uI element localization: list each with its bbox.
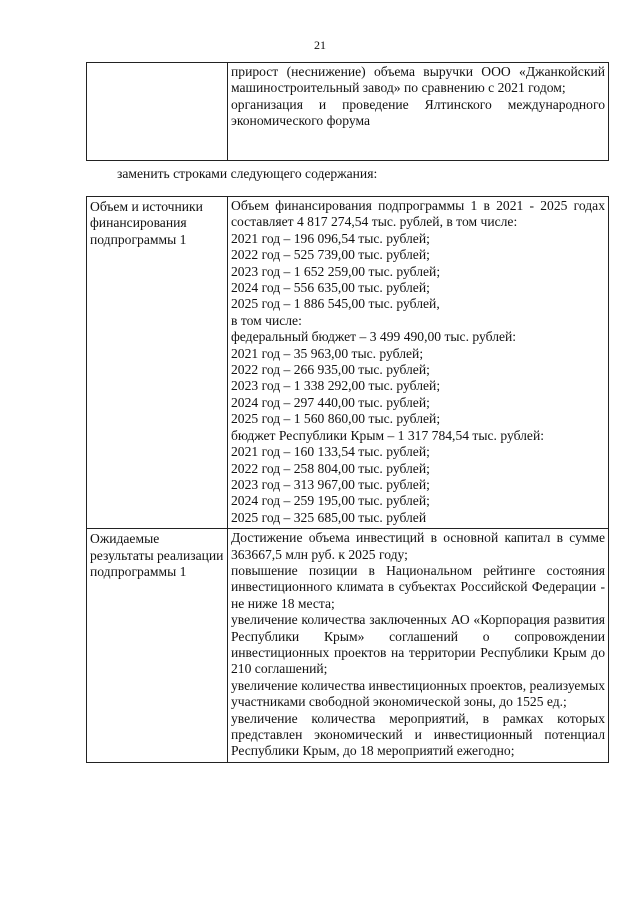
top-table bbox=[86, 62, 609, 161]
results-paragraph: повышение позиции в Национальном рейтинге состояния инвестиционного климата в субъектах Российской Федерации - не ниже 18 места; bbox=[231, 562, 605, 611]
top-paragraph: организация и проведение Ялтинского международного экономического форума bbox=[231, 96, 605, 129]
results-row bbox=[87, 529, 609, 763]
main-table bbox=[86, 196, 609, 763]
funding-text-cell bbox=[228, 197, 609, 529]
funding-line: 2023 год – 1 338 292,00 тыс. рублей; bbox=[231, 378, 441, 394]
top-table-text-cell bbox=[228, 63, 609, 161]
funding-line: 2024 год – 297 440,00 тыс. рублей; bbox=[231, 394, 430, 410]
funding-label: Объем и источники финансирования подпрограммы 1 bbox=[90, 199, 203, 247]
funding-line: 2021 год – 196 096,54 тыс. рублей; bbox=[231, 230, 430, 246]
funding-line: 2024 год – 259 195,00 тыс. рублей; bbox=[231, 493, 430, 509]
funding-row bbox=[87, 197, 609, 529]
results-paragraph: увеличение количества инвестиционных проектов, реализуемых участниками свободной экономической зоны, до 1525 ед.; bbox=[231, 677, 606, 710]
funding-line: в том числе: bbox=[231, 312, 302, 328]
funding-line: 2022 год – 258 804,00 тыс. рублей; bbox=[231, 460, 430, 476]
funding-line: 2025 год – 1 560 860,00 тыс. рублей; bbox=[231, 411, 441, 427]
funding-line: 2022 год – 525 739,00 тыс. рублей; bbox=[231, 247, 430, 263]
page-number: 21 bbox=[314, 38, 326, 52]
funding-line: 2021 год – 160 133,54 тыс. рублей; bbox=[231, 444, 430, 460]
funding-line: 2022 год – 266 935,00 тыс. рублей; bbox=[231, 362, 430, 378]
funding-intro: Объем финансирования подпрограммы 1 в 2021 - 2025 годах составляет 4 817 274,54 тыс. рублей, в том числе: bbox=[231, 198, 605, 230]
results-paragraph: увеличение количества мероприятий, в рамках которых представлен экономический и инвестиционный потенциал Республики Крым, до 18 мероприятий ежегодно; bbox=[231, 710, 605, 759]
funding-line: бюджет Республики Крым – 1 317 784,54 тыс. рублей: bbox=[231, 427, 545, 443]
top-table-empty-cell bbox=[87, 63, 228, 161]
results-label-cell bbox=[87, 529, 228, 763]
funding-line: 2025 год – 1 886 545,00 тыс. рублей, bbox=[231, 296, 440, 312]
funding-line: 2024 год – 556 635,00 тыс. рублей; bbox=[231, 280, 430, 296]
results-paragraph: увеличение количества заключенных АО «Корпорация развития Республики Крым» соглашений о сопровождении инвестиционных проектов на территории Республики Крым до 210 соглашений; bbox=[231, 612, 605, 677]
funding-line: 2023 год – 313 967,00 тыс. рублей; bbox=[231, 476, 430, 492]
results-paragraph: Достижение объема инвестиций в основной капитал в сумме 363667,5 млн руб. к 2025 году; bbox=[231, 530, 605, 562]
results-text-cell bbox=[228, 529, 609, 763]
replace-instruction: заменить строками следующего содержания: bbox=[117, 166, 378, 181]
funding-line: 2021 год – 35 963,00 тыс. рублей; bbox=[231, 345, 424, 361]
funding-line: 2023 год – 1 652 259,00 тыс. рублей; bbox=[231, 263, 441, 279]
results-label: Ожидаемые результаты реализации подпрограммы 1 bbox=[90, 531, 224, 579]
funding-label-cell bbox=[87, 197, 228, 529]
top-table-row bbox=[87, 63, 609, 161]
top-paragraph: прирост (неснижение) объема выручки ООО «Джанкойский машиностроительный завод» по сравнению с 2021 годом; bbox=[231, 64, 605, 96]
funding-line: 2025 год – 325 685,00 тыс. рублей bbox=[231, 509, 427, 525]
funding-line: федеральный бюджет – 3 499 490,00 тыс. рублей: bbox=[231, 329, 517, 345]
